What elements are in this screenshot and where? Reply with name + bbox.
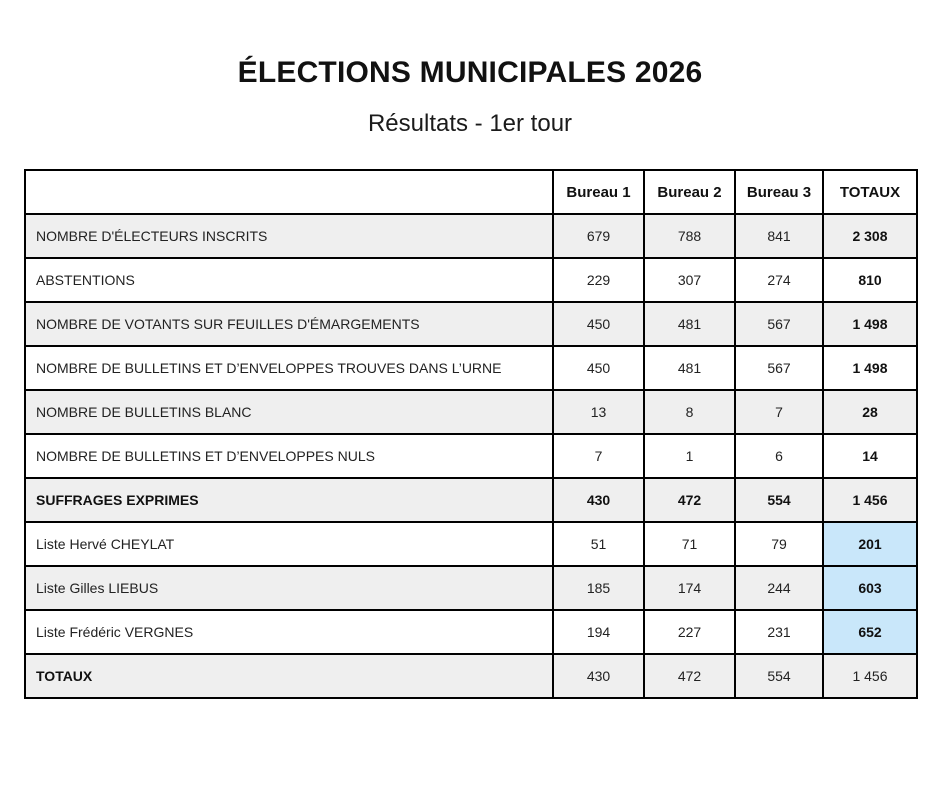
row-label: NOMBRE DE BULLETINS ET D’ENVELOPPES TROUVES DANS L’URNE [25, 346, 553, 390]
row-label: ABSTENTIONS [25, 258, 553, 302]
bureau-2-value-cell: 174 [644, 566, 735, 610]
table-header-row [25, 170, 917, 214]
table-row [25, 654, 917, 698]
header-cell-bureau-1: Bureau 1 [553, 170, 644, 214]
row-label: SUFFRAGES EXPRIMES [25, 478, 553, 522]
bureau-3-value-cell: 554 [735, 654, 823, 698]
bureau-2-value-cell: 481 [644, 346, 735, 390]
row-label: NOMBRE DE VOTANTS SUR FEUILLES D'ÉMARGEMENTS [25, 302, 553, 346]
bureau-2-value-cell: 227 [644, 610, 735, 654]
row-label: NOMBRE DE BULLETINS ET D’ENVELOPPES NULS [25, 434, 553, 478]
header-cell-bureau-3: Bureau 3 [735, 170, 823, 214]
table-row [25, 302, 917, 346]
bureau-1-value-cell: 450 [553, 346, 644, 390]
bureau-3-value-cell: 841 [735, 214, 823, 258]
header-cell-bureau-2: Bureau 2 [644, 170, 735, 214]
bureau-1-value-cell: 430 [553, 654, 644, 698]
total-value-cell: 1 498 [823, 302, 917, 346]
table-row [25, 390, 917, 434]
bureau-2-value-cell: 472 [644, 654, 735, 698]
bureau-3-value-cell: 554 [735, 478, 823, 522]
header-corner-cell [25, 170, 553, 214]
bureau-1-value-cell: 194 [553, 610, 644, 654]
results-table [24, 169, 918, 699]
row-label: NOMBRE DE BULLETINS BLANC [25, 390, 553, 434]
row-label: Liste Hervé CHEYLAT [25, 522, 553, 566]
table-row [25, 346, 917, 390]
total-value-cell: 652 [823, 610, 917, 654]
total-value-cell: 201 [823, 522, 917, 566]
table-row [25, 478, 917, 522]
bureau-1-value-cell: 51 [553, 522, 644, 566]
table-row [25, 566, 917, 610]
page-subtitle: Résultats - 1er tour [367, 110, 573, 137]
bureau-2-value-cell: 481 [644, 302, 735, 346]
bureau-3-value-cell: 6 [735, 434, 823, 478]
row-label: NOMBRE D'ÉLECTEURS INSCRITS [25, 214, 553, 258]
table-row [25, 258, 917, 302]
row-label: Liste Frédéric VERGNES [25, 610, 553, 654]
bureau-3-value-cell: 274 [735, 258, 823, 302]
header-cell-totaux: TOTAUX [823, 170, 917, 214]
bureau-3-value-cell: 79 [735, 522, 823, 566]
bureau-1-value-cell: 430 [553, 478, 644, 522]
total-value-cell: 1 456 [823, 478, 917, 522]
total-value-cell: 2 308 [823, 214, 917, 258]
bureau-1-value-cell: 229 [553, 258, 644, 302]
row-label: TOTAUX [25, 654, 553, 698]
total-value-cell: 14 [823, 434, 917, 478]
total-value-cell: 603 [823, 566, 917, 610]
bureau-2-value-cell: 71 [644, 522, 735, 566]
bureau-1-value-cell: 185 [553, 566, 644, 610]
total-value-cell: 1 456 [823, 654, 917, 698]
table-row [25, 214, 917, 258]
bureau-3-value-cell: 567 [735, 302, 823, 346]
bureau-1-value-cell: 679 [553, 214, 644, 258]
bureau-3-value-cell: 231 [735, 610, 823, 654]
bureau-3-value-cell: 7 [735, 390, 823, 434]
bureau-2-value-cell: 1 [644, 434, 735, 478]
bureau-2-value-cell: 472 [644, 478, 735, 522]
bureau-1-value-cell: 7 [553, 434, 644, 478]
bureau-2-value-cell: 788 [644, 214, 735, 258]
bureau-3-value-cell: 567 [735, 346, 823, 390]
page-title: ÉLECTIONS MUNICIPALES 2026 [237, 56, 703, 89]
bureau-2-value-cell: 307 [644, 258, 735, 302]
row-label: Liste Gilles LIEBUS [25, 566, 553, 610]
bureau-1-value-cell: 450 [553, 302, 644, 346]
bureau-3-value-cell: 244 [735, 566, 823, 610]
total-value-cell: 28 [823, 390, 917, 434]
table-row [25, 434, 917, 478]
bureau-2-value-cell: 8 [644, 390, 735, 434]
total-value-cell: 1 498 [823, 346, 917, 390]
table-row [25, 610, 917, 654]
bureau-1-value-cell: 13 [553, 390, 644, 434]
total-value-cell: 810 [823, 258, 917, 302]
table-row [25, 522, 917, 566]
